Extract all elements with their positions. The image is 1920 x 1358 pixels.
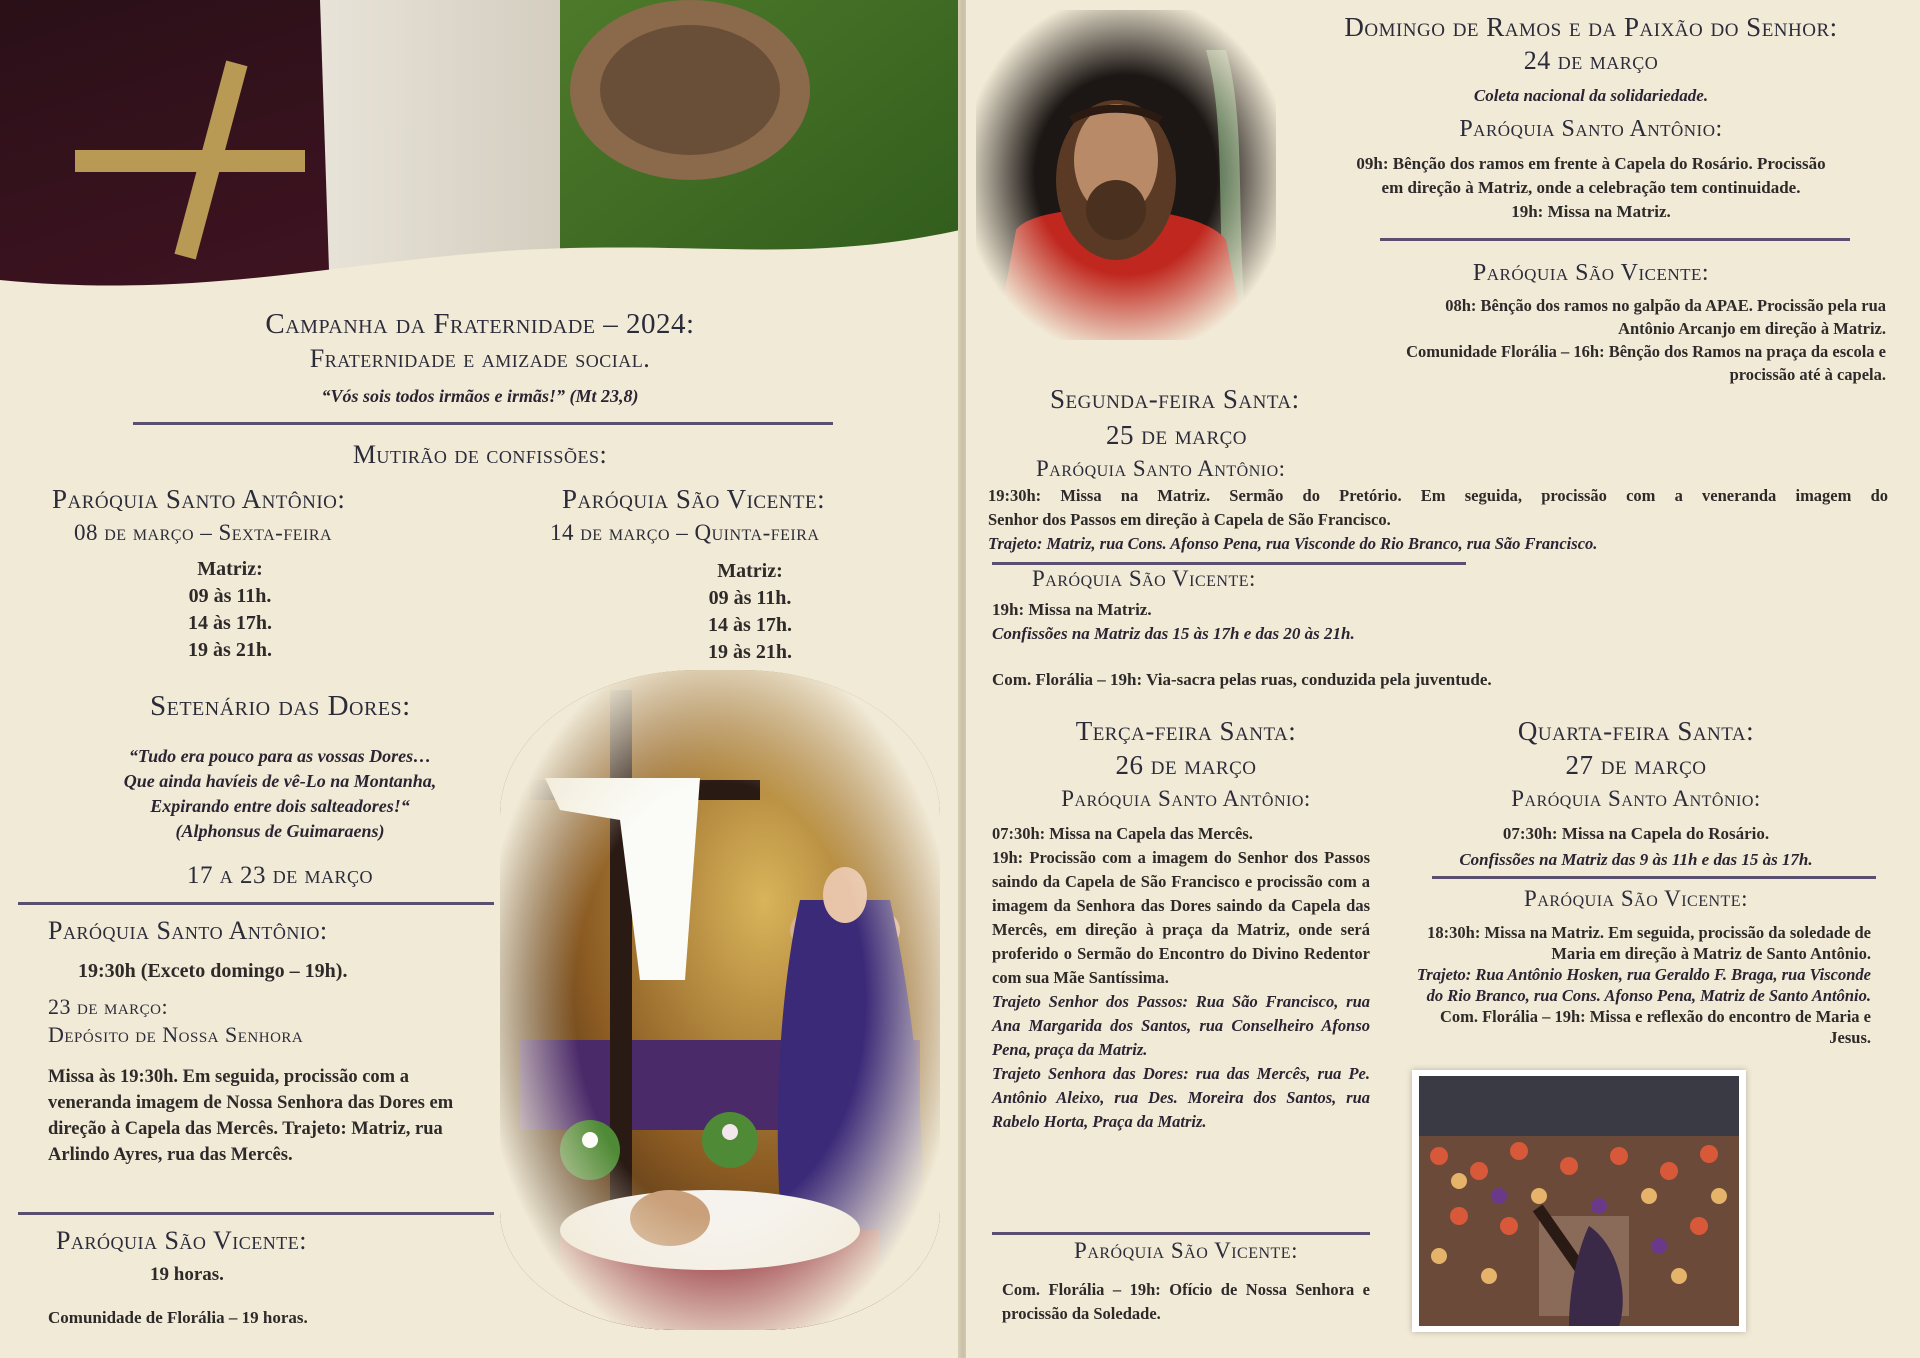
ramos-sa-text (1266, 152, 1916, 224)
quote-line: Que ainda havíeis de vê-Lo na Montanha, (123, 771, 437, 791)
ramos-sa-heading: Paróquia Santo Antônio: (1459, 116, 1723, 142)
qua-sa-heading: Paróquia Santo Antônio: (1511, 786, 1761, 811)
setenario-sa-heading: Paróquia Santo Antônio: (48, 916, 328, 945)
mutirao-title: Mutirão de confissões: (352, 440, 608, 469)
trajeto-line: Trajeto: Matriz, rua Cons. Afonso Pena, rua Visconde do Rio Branco, rua São Francisco. (988, 534, 1598, 553)
ter-title: Terça-feira Santa: (1075, 716, 1297, 746)
vestment-photo (0, 0, 960, 300)
mutirao-sa-date: 08 de março – Sexta-feira (74, 520, 333, 545)
ramos-title: Domingo de Ramos e da Paixão do Senhor: (1344, 12, 1838, 42)
time-line: 14 às 17h. (708, 614, 792, 636)
time-line: 09 às 11h. (708, 587, 792, 609)
ramos-sv-text (1216, 294, 1886, 386)
divider (133, 422, 833, 425)
seg-title: Segunda-feira Santa: (1050, 384, 1300, 414)
time-line: 14 às 17h. (188, 612, 272, 634)
text-line: em direção à Matriz, onde a celebração tem continuidade. (1381, 178, 1801, 197)
setenario-sv-community: Comunidade de Florália – 19 horas. (48, 1308, 308, 1327)
qua-title: Quarta-feira Santa: (1517, 716, 1755, 746)
seg-sv-heading: Paróquia São Vicente: (1032, 566, 1256, 591)
setenario-sv-heading: Paróquia São Vicente: (56, 1226, 307, 1255)
seg-date: 25 de março (1106, 420, 1248, 450)
ramos-sv-heading: Paróquia São Vicente: (1472, 260, 1710, 286)
text-line: Senhor dos Passos em direção à Capela de São Francisco. (988, 510, 1391, 529)
setenario-dates: 17 a 23 de março (186, 862, 373, 889)
ter-date: 26 de março (1115, 750, 1257, 780)
ramos-coleta: Coleta nacional da solidariedade. (1473, 86, 1709, 105)
deposito-title: Depósito de Nossa Senhora (48, 1022, 304, 1047)
senhor-passos-photo (976, 10, 1276, 340)
ter-sa-text: 19h: Procissão com a imagem do Senhor dos Passos saindo da Capela de São Francisco e procissão com a imagem da Senhora das Dores saindo da Capela das Mercês, em direção à praça da Matriz, onde será proferido o Sermão do Encontro do Divino Redentor com sua Mãe Santíssima. (992, 848, 1370, 987)
qua-sv-text: 18:30h: Missa na Matriz. Em seguida, procissão da soledade de Maria em direção à Matriz de Santo Antônio. (1427, 923, 1871, 963)
text-line: Antônio Arcanjo em direção à Matriz. (1618, 319, 1886, 338)
text-line: 09h: Bênção dos ramos em frente à Capela do Rosário. Procissão (1356, 154, 1826, 173)
quote-line: “Tudo era pouco para as vossas Dores… (128, 746, 432, 766)
time-line: Matriz: (717, 560, 783, 582)
qua-sv-com: Com. Florália – 19h: Missa e reflexão do encontro de Maria e Jesus. (1439, 1007, 1871, 1047)
qua-sv-block (1406, 922, 1871, 1048)
altar-photo (500, 670, 940, 1330)
divider (1380, 238, 1850, 241)
ter-sv-text: Com. Florália – 19h: Ofício de Nossa Senhora e procissão da Soledade. (1002, 1280, 1370, 1323)
qua-date: 27 de março (1565, 750, 1707, 780)
time-line: Matriz: (197, 558, 263, 580)
text-line: 07:30h: Missa na Capela das Mercês. (992, 824, 1253, 843)
time-line: 09 às 11h. (188, 585, 272, 607)
trajeto-line: Trajeto Senhora das Dores: rua das Mercês, rua Pe. Antônio Aleixo, rua Des. Moreira dos Santos, rua Rabelo Horta, Praça da Matriz. (992, 1064, 1370, 1131)
mutirao-sa-times (130, 556, 330, 664)
ter-sv-heading: Paróquia São Vicente: (1074, 1238, 1298, 1263)
qua-sa-line1: 07:30h: Missa na Capela do Rosário. (1502, 824, 1770, 843)
text-line: Comunidade Florália – 16h: Bênção dos Ramos na praça da escola e (1406, 342, 1886, 361)
divider (18, 1212, 494, 1215)
quote-line: (Alphonsus de Guimaraens) (175, 821, 385, 841)
trajeto-line: Trajeto: Rua Antônio Hosken, rua Geraldo F. Braga, rua Visconde do Rio Branco, rua Cons. Afonso Pena, Matriz de Santo Antônio. (1416, 965, 1871, 1005)
seg-sv-line3: Com. Florália – 19h: Via-sacra pelas ruas, conduzida pela juventude. (992, 670, 1492, 689)
deposito-date: 23 de março: (48, 994, 169, 1019)
text-line: 19:30h: Missa na Matriz. Sermão do Pretório. Em seguida, procissão com a veneranda imagem do (988, 486, 1888, 505)
seg-sa-text (988, 484, 1888, 556)
divider (18, 902, 494, 905)
deposito-text: Missa às 19:30h. Em seguida, procissão com a veneranda imagem de Nossa Senhora das Dores em direção à Capela das Mercês. Trajeto: Matriz, rua Arlindo Ayres, rua das Mercês. (48, 1067, 454, 1165)
mutirao-sv-heading: Paróquia São Vicente: (562, 484, 826, 514)
divider (1432, 876, 1876, 879)
mutirao-sv-times (650, 558, 850, 666)
ramos-date: 24 de março (1523, 46, 1659, 75)
text-line: 19h: Missa na Matriz. (1511, 202, 1671, 221)
procession-photo (1412, 1070, 1746, 1332)
text-line: 08h: Bênção dos ramos no galpão da APAE. Procissão pela rua (1445, 296, 1886, 315)
seg-sv-line2: Confissões na Matriz das 15 às 17h e das 20 às 21h. (992, 624, 1355, 643)
divider (992, 1232, 1370, 1235)
setenario-sv-time: 19 horas. (150, 1264, 224, 1285)
ter-sa-heading: Paróquia Santo Antônio: (1061, 786, 1311, 811)
trajeto-line: Trajeto Senhor dos Passos: Rua São Francisco, rua Ana Margarida dos Santos, rua Conselheiro Afonso Pena, praça da Matriz. (992, 992, 1370, 1059)
campaign-quote: “Vós sois todos irmãos e irmãs!” (Mt 23,8) (321, 386, 639, 406)
mutirao-sa-heading: Paróquia Santo Antônio: (52, 484, 346, 514)
setenario-quote (60, 744, 500, 844)
qua-sa-line2: Confissões na Matriz das 9 às 11h e das 15 às 17h. (1459, 850, 1813, 869)
seg-sa-heading: Paróquia Santo Antônio: (1036, 456, 1286, 481)
seg-sv-line1: 19h: Missa na Matriz. (992, 600, 1152, 619)
divider (992, 562, 1466, 565)
time-line: 19 às 21h. (708, 641, 792, 663)
setenario-sa-time: 19:30h (Exceto domingo – 19h). (78, 960, 348, 982)
mutirao-sv-date: 14 de março – Quinta-feira (550, 520, 820, 545)
setenario-title: Setenário das Dores: (150, 690, 411, 722)
quote-line: Expirando entre dois salteadores!“ (150, 796, 410, 816)
right-panel (966, 0, 1920, 1358)
ter-sa-block (992, 822, 1370, 1134)
campaign-title: Campanha da Fraternidade – 2024: (265, 308, 695, 340)
qua-sv-heading: Paróquia São Vicente: (1524, 886, 1748, 911)
text-line: procissão até à capela. (1729, 365, 1886, 384)
time-line: 19 às 21h. (188, 639, 272, 661)
campaign-subtitle: Fraternidade e amizade social. (309, 344, 651, 373)
